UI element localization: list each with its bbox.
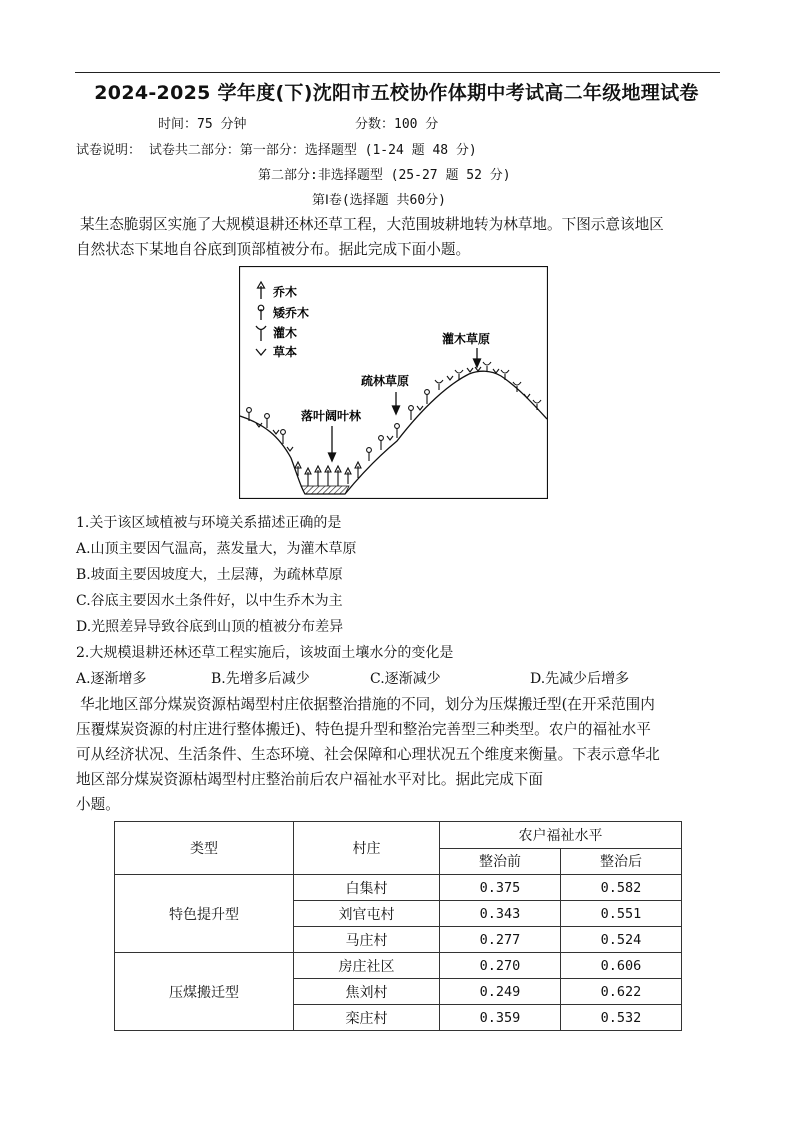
after-cell: 0.524	[561, 927, 682, 953]
exam-instructions-2: 第二部分:非选择题型 (25-27 题 52 分)	[258, 168, 511, 183]
group-type: 特色提升型	[115, 875, 294, 953]
village-cell: 马庄村	[294, 927, 440, 953]
intro2-line2: 压覆煤炭资源的村庄进行整体搬迁)、特色提升型和整治完善型三种类型。农户的福祉水平	[76, 721, 651, 738]
exam-instructions-1: 试卷说明： 试卷共二部分：第一部分：选择题型 (1-24 题 48 分)	[76, 143, 477, 158]
after-cell: 0.532	[561, 1005, 682, 1031]
part-title: 第Ⅰ卷(选择题 共60分)	[312, 193, 446, 208]
village-cell: 房庄社区	[294, 953, 440, 979]
vegetation-profile-figure	[239, 266, 548, 499]
header-type: 类型	[115, 822, 294, 875]
valley-water	[301, 486, 349, 494]
legend-label-small-tree: 矮乔木	[273, 306, 310, 320]
label-deciduous-forest: 落叶阔叶林	[301, 409, 362, 423]
village-cell: 焦刘村	[294, 979, 440, 1005]
label-sparse-savanna: 疏林草原	[361, 374, 410, 388]
legend-label-tree: 乔木	[273, 285, 298, 299]
legend-label-grass: 草本	[273, 345, 298, 359]
exam-title: 2024-2025 学年度(下)沈阳市五校协作体期中考试高二年级地理试卷	[94, 82, 699, 104]
village-cell: 栾庄村	[294, 1005, 440, 1031]
q1-option-a[interactable]: A.山顶主要因气温高，蒸发量大，为灌木草原	[76, 541, 357, 557]
before-cell: 0.277	[440, 927, 561, 953]
intro2-line5: 小题。	[76, 796, 120, 813]
header-rule	[75, 72, 720, 73]
q1-option-c[interactable]: C.谷底主要因水土条件好，以中生乔木为主	[76, 593, 343, 609]
intro2-line3: 可从经济状况、生活条件、生态环境、社会保障和心理状况五个维度来衡量。下表示意华北	[76, 746, 660, 763]
q2-option-a[interactable]: A.逐渐增多	[76, 671, 147, 687]
legend-label-shrub: 灌木	[273, 326, 298, 340]
header-before: 整治前	[440, 848, 561, 875]
q2-option-b[interactable]: B.先增多后减少	[211, 671, 310, 687]
q2-stem: 2.大规模退耕还林还草工程实施后，该坡面土壤水分的变化是	[76, 645, 454, 661]
q1-option-b[interactable]: B.坡面主要因坡度大，土层薄，为疏林草原	[76, 567, 343, 583]
after-cell: 0.622	[561, 979, 682, 1005]
table-row	[115, 953, 682, 979]
header-village: 村庄	[294, 822, 440, 875]
village-cell: 刘官屯村	[294, 901, 440, 927]
village-cell: 白集村	[294, 875, 440, 901]
exam-score: 分数：100 分	[355, 117, 439, 132]
label-shrub-grassland: 灌木草原	[442, 332, 491, 346]
before-cell: 0.359	[440, 1005, 561, 1031]
header-after: 整治后	[561, 848, 682, 875]
intro2-line1: 华北地区部分煤炭资源枯竭型村庄依据整治措施的不同，划分为压煤搬迁型(在开采范围内	[80, 696, 655, 713]
intro1-line1: 某生态脆弱区实施了大规模退耕还林还草工程，大范围坡耕地转为林草地。下图示意该地区	[80, 216, 664, 233]
group-type: 压煤搬迁型	[115, 953, 294, 1031]
q1-option-d[interactable]: D.光照差异导致谷底到山顶的植被分布差异	[76, 619, 344, 635]
before-cell: 0.249	[440, 979, 561, 1005]
q2-option-d[interactable]: D.先减少后增多	[530, 671, 630, 687]
intro2-line4: 地区部分煤炭资源枯竭型村庄整治前后农户福祉水平对比。据此完成下面	[76, 771, 544, 788]
welfare-table	[114, 821, 682, 1031]
before-cell: 0.343	[440, 901, 561, 927]
table-row	[115, 875, 682, 901]
after-cell: 0.582	[561, 875, 682, 901]
intro1-line2: 自然状态下某地自谷底到顶部植被分布。据此完成下面小题。	[76, 241, 471, 258]
q1-stem: 1.关于该区域植被与环境关系描述正确的是	[76, 515, 342, 531]
before-cell: 0.270	[440, 953, 561, 979]
exam-time: 时间：75 分钟	[158, 117, 247, 132]
header-welfare: 农户福祉水平	[440, 822, 682, 849]
after-cell: 0.551	[561, 901, 682, 927]
q2-option-c[interactable]: C.逐渐减少	[370, 671, 441, 687]
after-cell: 0.606	[561, 953, 682, 979]
before-cell: 0.375	[440, 875, 561, 901]
